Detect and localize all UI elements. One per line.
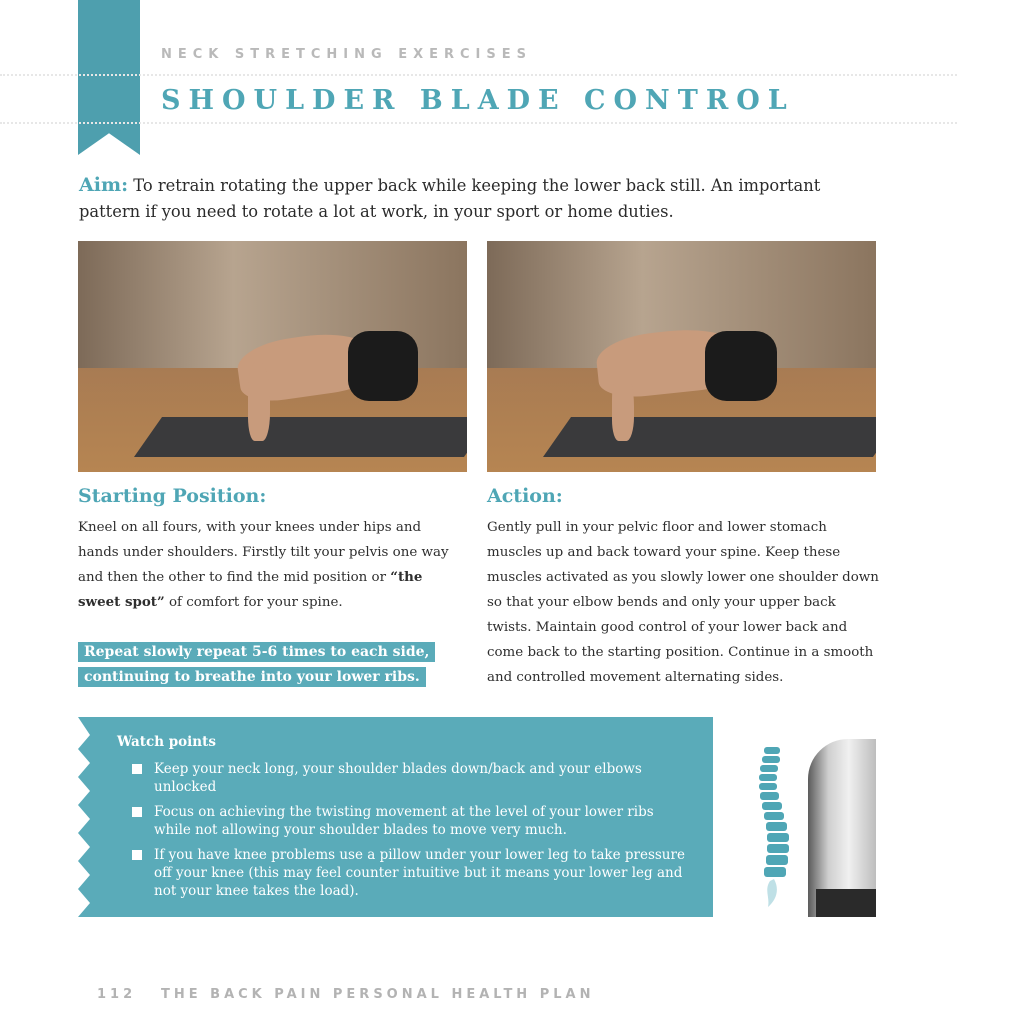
repeat-callout: Repeat slowly repeat 5-6 times to each side, continuing to breathe into your lower ribs. (78, 640, 442, 690)
action-heading: Action: (487, 485, 563, 507)
spine-icon (750, 745, 800, 910)
bullet-square-icon (132, 807, 142, 817)
watch-points-title: Watch points (117, 734, 216, 750)
back-muscle-photo (808, 739, 876, 917)
person-shorts (705, 331, 777, 401)
aim-text: To retrain rotating the upper back while keeping the lower back still. An important pattern if you need to rotate a lot at work, in your sport or home duties. (79, 176, 821, 221)
person-arm (248, 361, 270, 441)
action-photo (487, 241, 876, 472)
aim-label: Aim: (79, 174, 129, 196)
header-rule-top (0, 74, 957, 76)
bullet-square-icon (132, 850, 142, 860)
watch-point-item: Keep your neck long, your shoulder blades down/back and your elbows unlocked (132, 760, 692, 796)
page-title: SHOULDER BLADE CONTROL (161, 85, 795, 116)
sweet-spot-emphasis: “the sweet spot” (78, 569, 423, 610)
starting-position-heading: Starting Position: (78, 485, 267, 507)
person-shorts (348, 331, 418, 401)
header-rule-bottom (0, 122, 957, 124)
starting-position-text: Kneel on all fours, with your knees under hips and hands under shoulders. Firstly tilt your pelvis one way and then the other to find the mid position or “the sweet spot” of comfort for your spine. (78, 520, 449, 610)
starting-position-photo (78, 241, 467, 472)
book-title: THE BACK PAIN PERSONAL HEALTH PLAN (161, 987, 595, 1002)
exercise-mat (543, 417, 876, 457)
person-arm (612, 371, 634, 441)
section-label: NECK STRETCHING EXERCISES (161, 47, 532, 62)
aim-paragraph (79, 172, 879, 225)
watch-point-item: Focus on achieving the twisting movement at the level of your lower ribs while not allowing your shoulder blades to move very much. (132, 803, 692, 839)
watch-point-item: If you have knee problems use a pillow under your lower leg to take pressure off your knee (this may feel counter intuitive but it means your lower leg and not your knee takes the load). (132, 846, 692, 900)
exercise-mat (134, 417, 467, 457)
page-number: 112 (97, 987, 137, 1002)
action-text: Gently pull in your pelvic floor and lower stomach muscles up and back toward your spine. Keep these muscles activated as you slowly lower one shoulder down so that your elbow bends and only your upper back twists. Maintain good control of your lower back and come back to the starting position. Continue in a smooth and controlled movement alternating sides. (487, 520, 879, 685)
bullet-square-icon (132, 764, 142, 774)
shorts-waistband (816, 889, 876, 917)
header-ribbon (78, 0, 140, 155)
